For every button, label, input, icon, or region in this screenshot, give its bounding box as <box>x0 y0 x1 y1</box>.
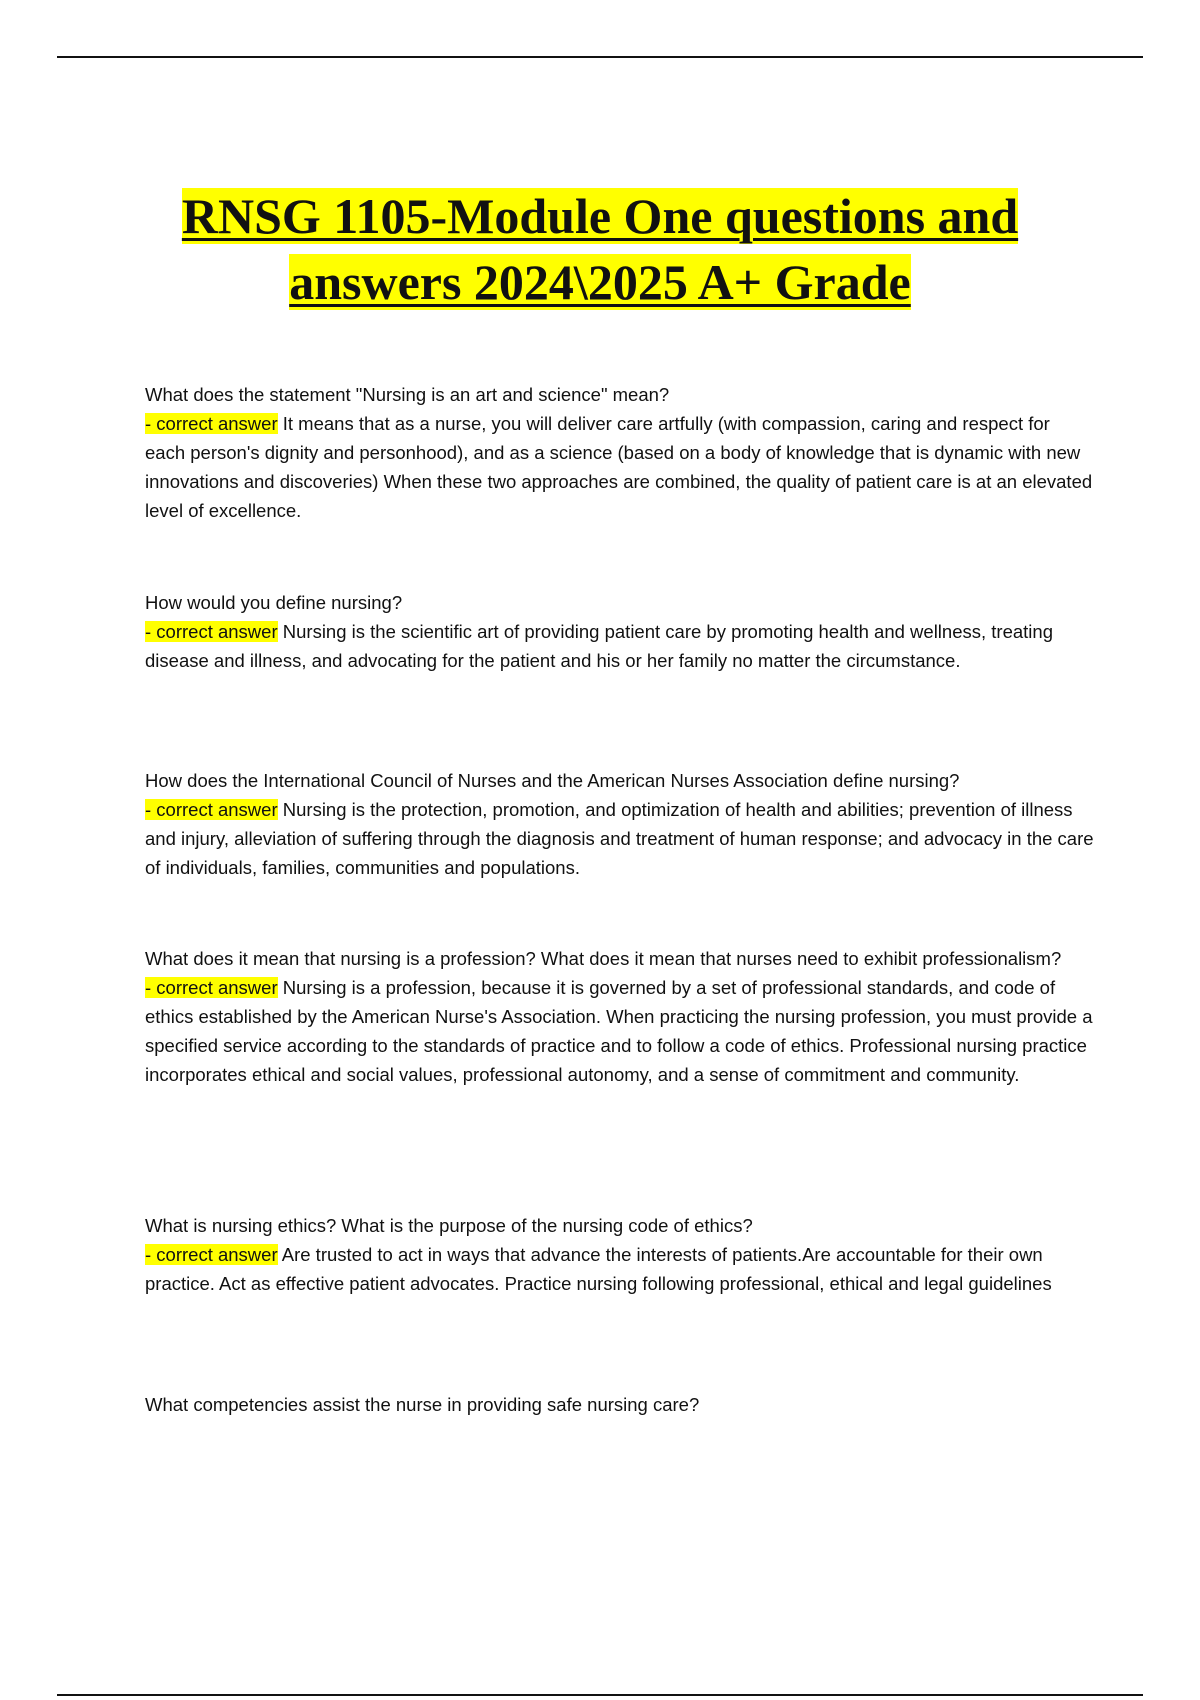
question-text: How would you define nursing? <box>145 592 403 613</box>
correct-answer-marker: - correct answer <box>145 977 278 998</box>
question-text: What does the statement "Nursing is an art and science" mean? <box>145 384 670 405</box>
answer-block <box>145 973 1095 1089</box>
answer-text: Are trusted to act in ways that advance the interests of patients.Are accountable for their own practice. Act as effective patient advocates. Practice nursing following professional, ethical and legal guidelines <box>145 1244 1052 1294</box>
document-title <box>100 183 1100 315</box>
title-line-2: answers 2024\2025 A+ Grade <box>289 254 911 310</box>
answer-block <box>145 409 1095 525</box>
correct-answer-marker: - correct answer <box>145 621 278 642</box>
question-text: What is nursing ethics? What is the purpose of the nursing code of ethics? <box>145 1215 753 1236</box>
answer-block <box>145 617 1095 675</box>
qa-item <box>145 1390 1095 1419</box>
answer-text: Nursing is the scientific art of providing patient care by promoting health and wellness, treating disease and illness, and advocating for the patient and his or her family no matter the circumstance. <box>145 621 1053 671</box>
answer-text: Nursing is the protection, promotion, and optimization of health and abilities; prevention of illness and injury, alleviation of suffering through the diagnosis and treatment of human response; and advocacy in the care of individuals, families, communities and populations. <box>145 799 1094 878</box>
question-text: How does the International Council of Nurses and the American Nurses Association define nursing? <box>145 770 960 791</box>
qa-item <box>145 380 1095 525</box>
correct-answer-marker: - correct answer <box>145 1244 278 1265</box>
correct-answer-marker: - correct answer <box>145 799 278 820</box>
answer-block <box>145 795 1095 882</box>
question-text: What competencies assist the nurse in providing safe nursing care? <box>145 1394 700 1415</box>
correct-answer-marker: - correct answer <box>145 413 278 434</box>
qa-item <box>145 944 1095 1089</box>
qa-item <box>145 1211 1095 1298</box>
question-text: What does it mean that nursing is a profession? What does it mean that nurses need to exhibit professionalism? <box>145 948 1062 969</box>
qa-item <box>145 588 1095 675</box>
answer-text: Nursing is a profession, because it is governed by a set of professional standards, and code of ethics established by the American Nurse's Association. When practicing the nursing profession, you must provide a specified service according to the standards of practice and to follow a code of ethics. Professional nursing practice incorporates ethical and social values, professional autonomy, and a sense of commitment and community. <box>145 977 1093 1085</box>
answer-text: It means that as a nurse, you will deliver care artfully (with compassion, caring and respect for each person's dignity and personhood), and as a science (based on a body of knowledge that is dynamic with new innovations and discoveries) When these two approaches are combined, the quality of patient care is at an elevated level of excellence. <box>145 413 1093 521</box>
title-line-1: RNSG 1105-Module One questions and <box>181 188 1019 244</box>
answer-block <box>145 1240 1095 1298</box>
qa-item <box>145 766 1095 882</box>
bottom-rule <box>57 1694 1143 1696</box>
top-rule <box>57 56 1143 58</box>
